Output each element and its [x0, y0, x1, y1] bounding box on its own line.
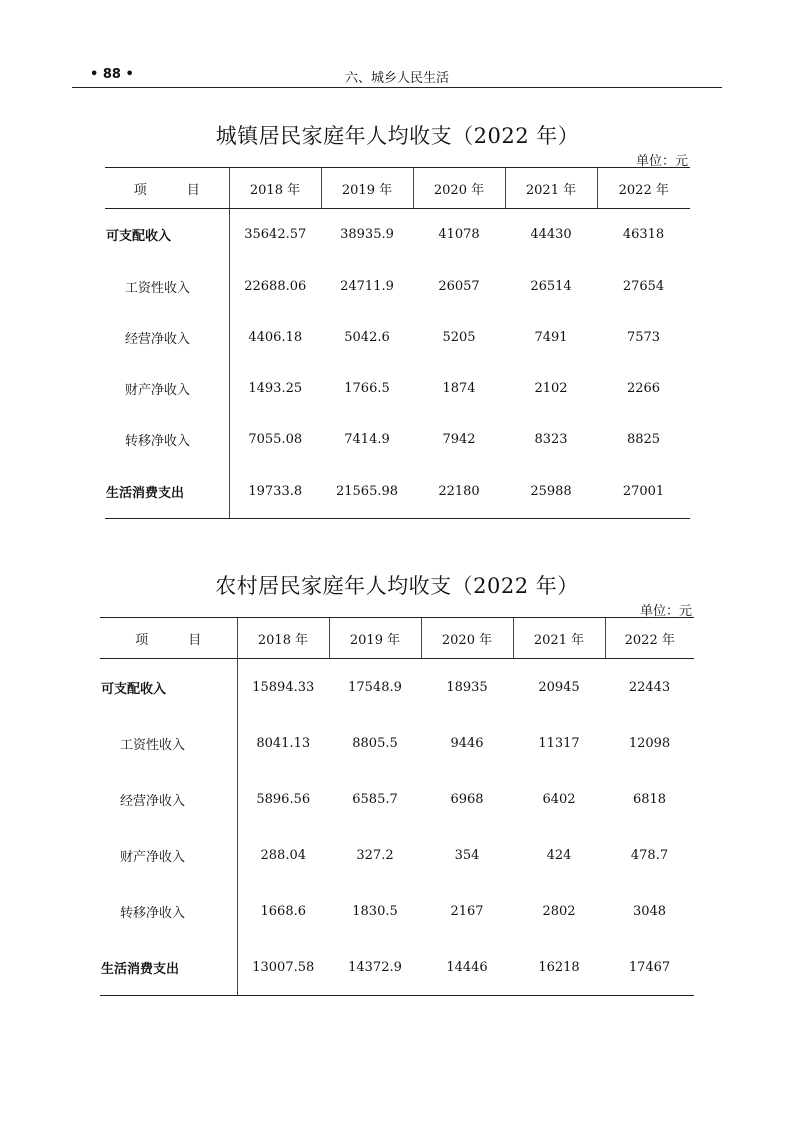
table-row: [105, 209, 690, 261]
table-cell: 18935: [446, 679, 488, 695]
table-row: [100, 659, 694, 716]
table-cell: 20945: [538, 679, 580, 695]
table-cell: 1874: [442, 380, 476, 396]
rural-table-block: [100, 570, 694, 996]
table-cell: 46318: [622, 227, 665, 243]
table-cell: 25988: [505, 465, 597, 519]
item-column-header: 项 目: [105, 168, 229, 209]
page-header: [72, 64, 722, 88]
table-cell: 6402: [542, 792, 576, 807]
year-header: 2022 年: [597, 168, 690, 209]
table-cell: 7055.08: [248, 431, 303, 447]
section-title: 六、城乡人民生活: [344, 71, 449, 86]
row-label: 经营净收入: [100, 772, 237, 828]
item-column-header: 项 目: [100, 618, 237, 659]
table-cell: 1493.25: [248, 380, 303, 396]
urban-table: [105, 167, 690, 519]
table-cell: 8825: [626, 431, 661, 447]
row-label: 财产净收入: [105, 363, 229, 414]
rural-table: [100, 617, 694, 996]
table-cell: 6585.7: [352, 792, 398, 807]
unit-label: 单位：元: [639, 604, 692, 619]
table-row: [105, 414, 690, 465]
table-cell: 22688.06: [244, 278, 307, 294]
table-cell: 19733.8: [229, 465, 321, 519]
row-label: 生活消费支出: [105, 465, 229, 519]
table-cell: 22443: [628, 679, 671, 695]
table-title: 城镇居民家庭年人均收支（2022 年）: [215, 124, 580, 148]
table-cell: 5896.56: [256, 792, 311, 807]
table-row: [100, 716, 694, 772]
table-cell: 27654: [622, 278, 665, 294]
year-header: 2020 年: [413, 168, 505, 209]
year-header: 2018 年: [229, 168, 321, 209]
table-cell: 12098: [628, 736, 671, 751]
table-row: [100, 940, 694, 996]
table-cell: 24711.9: [340, 278, 394, 294]
table-cell: 1830.5: [352, 904, 398, 919]
table-cell: 35642.57: [244, 227, 307, 243]
row-label: 可支配收入: [105, 209, 229, 261]
table-cell: 3048: [632, 904, 667, 919]
row-label: 可支配收入: [100, 659, 237, 716]
urban-table-block: [105, 120, 690, 519]
table-cell: 26057: [438, 278, 480, 294]
table-row: [105, 465, 690, 519]
table-cell: 8041.13: [256, 736, 311, 751]
row-label: 财产净收入: [100, 828, 237, 884]
year-header: 2022 年: [605, 618, 694, 659]
table-cell: 9446: [450, 736, 484, 751]
table-cell: 424: [546, 848, 572, 863]
table-cell: 8323: [534, 431, 568, 447]
table-cell: 15894.33: [252, 679, 315, 695]
table-cell: 5042.6: [344, 329, 390, 345]
table-cell: 44430: [530, 227, 572, 243]
header-row: [100, 618, 694, 659]
row-label: 转移净收入: [100, 884, 237, 940]
table-row: [100, 884, 694, 940]
header-row: [105, 168, 690, 209]
table-cell: 2167: [450, 904, 484, 919]
table-cell: 13007.58: [237, 940, 329, 996]
row-label: 工资性收入: [100, 716, 237, 772]
year-header: 2021 年: [513, 618, 605, 659]
table-cell: 478.7: [630, 848, 669, 863]
table-cell: 7942: [442, 431, 476, 447]
table-cell: 26514: [530, 278, 572, 294]
table-cell: 2266: [626, 380, 661, 396]
table-cell: 21565.98: [321, 465, 413, 519]
table-cell: 288.04: [260, 848, 306, 863]
table-row: [100, 772, 694, 828]
table-cell: 17548.9: [348, 679, 402, 695]
table-row: [105, 312, 690, 363]
unit-label: 单位：元: [635, 154, 688, 169]
page-number: • 88 •: [90, 67, 134, 82]
year-header: 2019 年: [321, 168, 413, 209]
table-cell: 14446: [421, 940, 513, 996]
table-row: [105, 363, 690, 414]
table-cell: 7491: [534, 329, 568, 345]
header-rule: [72, 87, 722, 88]
year-header: 2019 年: [329, 618, 421, 659]
table-cell: 2102: [534, 380, 568, 396]
table-cell: 354: [454, 848, 480, 863]
row-label: 生活消费支出: [100, 940, 237, 996]
table-row: [105, 261, 690, 312]
table-cell: 4406.18: [248, 329, 303, 345]
table-cell: 38935.9: [340, 227, 394, 243]
row-label: 转移净收入: [105, 414, 229, 465]
table-cell: 2802: [542, 904, 576, 919]
table-cell: 327.2: [356, 848, 394, 863]
table-cell: 6968: [450, 792, 484, 807]
table-cell: 7414.9: [344, 431, 390, 447]
table-cell: 11317: [538, 736, 580, 751]
table-cell: 8805.5: [352, 736, 398, 751]
table-title: 农村居民家庭年人均收支（2022 年）: [215, 574, 579, 598]
table-cell: 27001: [597, 465, 690, 519]
row-label: 工资性收入: [105, 261, 229, 312]
row-label: 经营净收入: [105, 312, 229, 363]
table-cell: 7573: [626, 329, 661, 345]
table-cell: 1766.5: [344, 380, 390, 396]
table-cell: 17467: [605, 940, 694, 996]
table-cell: 6818: [632, 792, 667, 807]
year-header: 2020 年: [421, 618, 513, 659]
year-header: 2021 年: [505, 168, 597, 209]
table-cell: 16218: [513, 940, 605, 996]
table-cell: 1668.6: [260, 904, 306, 919]
table-cell: 22180: [413, 465, 505, 519]
table-cell: 41078: [438, 227, 480, 243]
table-cell: 14372.9: [329, 940, 421, 996]
year-header: 2018 年: [237, 618, 329, 659]
table-cell: 5205: [442, 329, 476, 345]
table-row: [100, 828, 694, 884]
